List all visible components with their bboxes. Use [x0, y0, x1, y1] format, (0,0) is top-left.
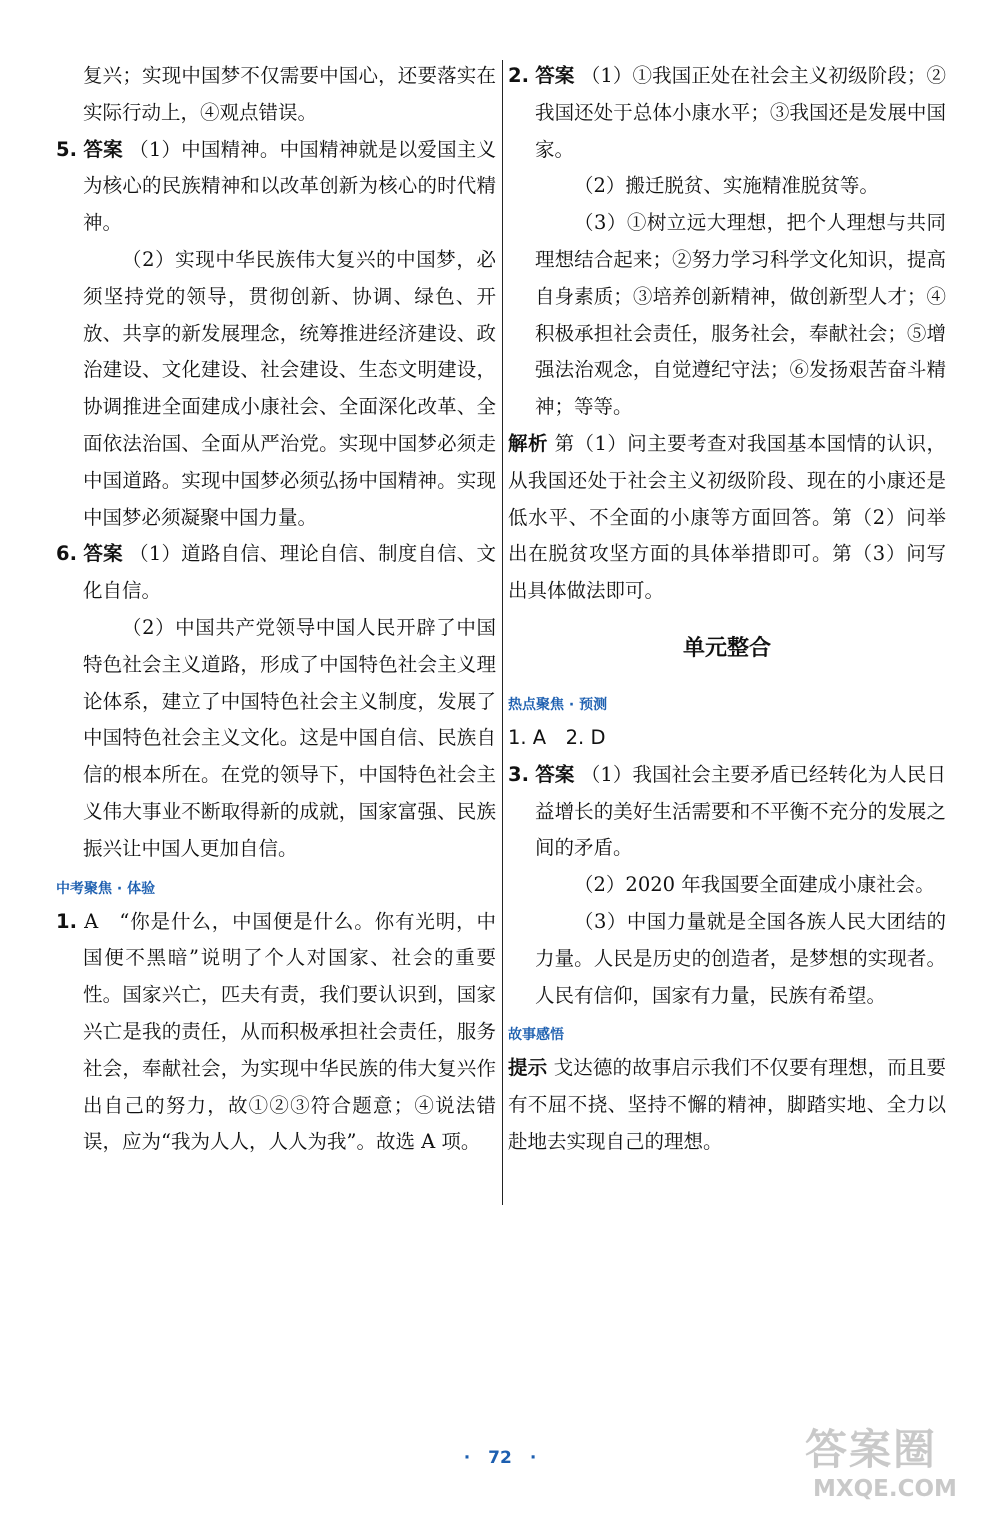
section-heading-exam: 中考聚焦 · 体验 — [56, 880, 156, 897]
answer-3-part-3: （3）中国力量就是全国各族人民大团结的力量。人民是历史的创造者，是梦想的实现者。人民有信仰，国家有力量，民族有希望。 — [535, 909, 946, 1007]
column-divider — [502, 60, 503, 1205]
answer-3-part-2: （2）2020 年我国要全面建成小康社会。 — [574, 873, 935, 897]
section-heading-story: 故事感悟 — [508, 1027, 564, 1044]
answer-2-part-3: （3）①树立远大理想，把个人理想与共同理想结合起来；②努力学习科学文化知识，提高自身素质；③培养创新精神，做创新型人才；④积极承担社会责任，服务社会，奉献社会；⑤增强法治观念，自觉遵纪守法；⑥发扬艰苦奋斗精神；等等。 — [535, 211, 946, 419]
right-column — [508, 58, 946, 1161]
answer-2: 2. 答案 （1）①我国正处在社会主义初级阶段；②我国还处于总体小康水平；③我国还是发展中国家。 — [508, 64, 946, 161]
answer-5-part-2: （2）实现中华民族伟大复兴的中国梦，必须坚持党的领导，贯彻创新、协调、绿色、开放、共享的新发展理念，统筹推进经济建设、政治建设、文化建设、社会建设、生态文明建设，协调推进全面建成小康社会、全面深化改革、全面依法治国、全面从严治党。实现中国梦必须走中国道路。实现中国梦必须弘扬中国精神。实现中国梦必须凝聚中国力量。 — [83, 247, 496, 529]
analysis: 解析 第（1）问主要考查对我国基本国情的认识，从我国还处于社会主义初级阶段、现在的小康还是低水平、不全面的小康等方面回答。第（2）问举出在脱贫攻坚方面的具体举措即可。第（3）问写出具体做法即可。 — [508, 431, 946, 603]
answer-6-part-2: （2）中国共产党领导中国人民开辟了中国特色社会主义道路，形成了中国特色社会主义理论体系，建立了中国特色社会主义制度，发展了中国特色社会主义文化。这是中国自信、民族自信的根本所在。在党的领导下，中国特色社会主义伟大事业不断取得新的成就，国家富强、民族振兴让中国人更加自信。 — [83, 615, 496, 860]
continued-answer: 复兴；实现中国梦不仅需要中国心，还要落实在实际行动上，④观点错误。 — [83, 64, 496, 124]
answer-2-part-2: （2）搬迁脱贫、实施精准脱贫等。 — [574, 174, 879, 198]
watermark-logo: 答案圈 MXQE.COM — [805, 1425, 957, 1502]
answers-1-2: 1. A 2. D — [508, 725, 606, 749]
answer-6: 6. 答案 （1）道路自信、理论自信、制度自信、文化自信。 — [56, 542, 496, 603]
exam-answer-1: 1. A “你是什么，中国便是什么。你有光明，中国便不黑暗”说明了个人对国家、社会的重要性。国家兴亡，匹夫有责，我们要认识到，国家兴亡是我的责任，从而积极承担社会责任，服务社会，奉献社会，为实现中华民族的伟大复兴作出自己的努力，故①②③符合题意；④说法错误，应为“我为人人，人人为我”。故选 A 项。 — [56, 909, 496, 1154]
hint: 提示 戈达德的故事启示我们不仅要有理想，而且要有不屈不挠、坚持不懈的精神，脚踏实地、全力以赴地去实现自己的理想。 — [508, 1056, 946, 1153]
section-heading-hot: 热点聚焦 · 预测 — [508, 696, 608, 713]
unit-title: 单元整合 — [682, 635, 771, 661]
answer-3: 3. 答案 （1）我国社会主要矛盾已经转化为人民日益增长的美好生活需要和不平衡不充分的发展之间的矛盾。 — [508, 762, 946, 860]
left-column — [56, 58, 496, 1161]
page-number: · 72 · — [463, 1448, 537, 1468]
answer-5: 5. 答案 （1）中国精神。中国精神就是以爱国主义为核心的民族精神和以改革创新为核心的时代精神。 — [56, 137, 496, 235]
